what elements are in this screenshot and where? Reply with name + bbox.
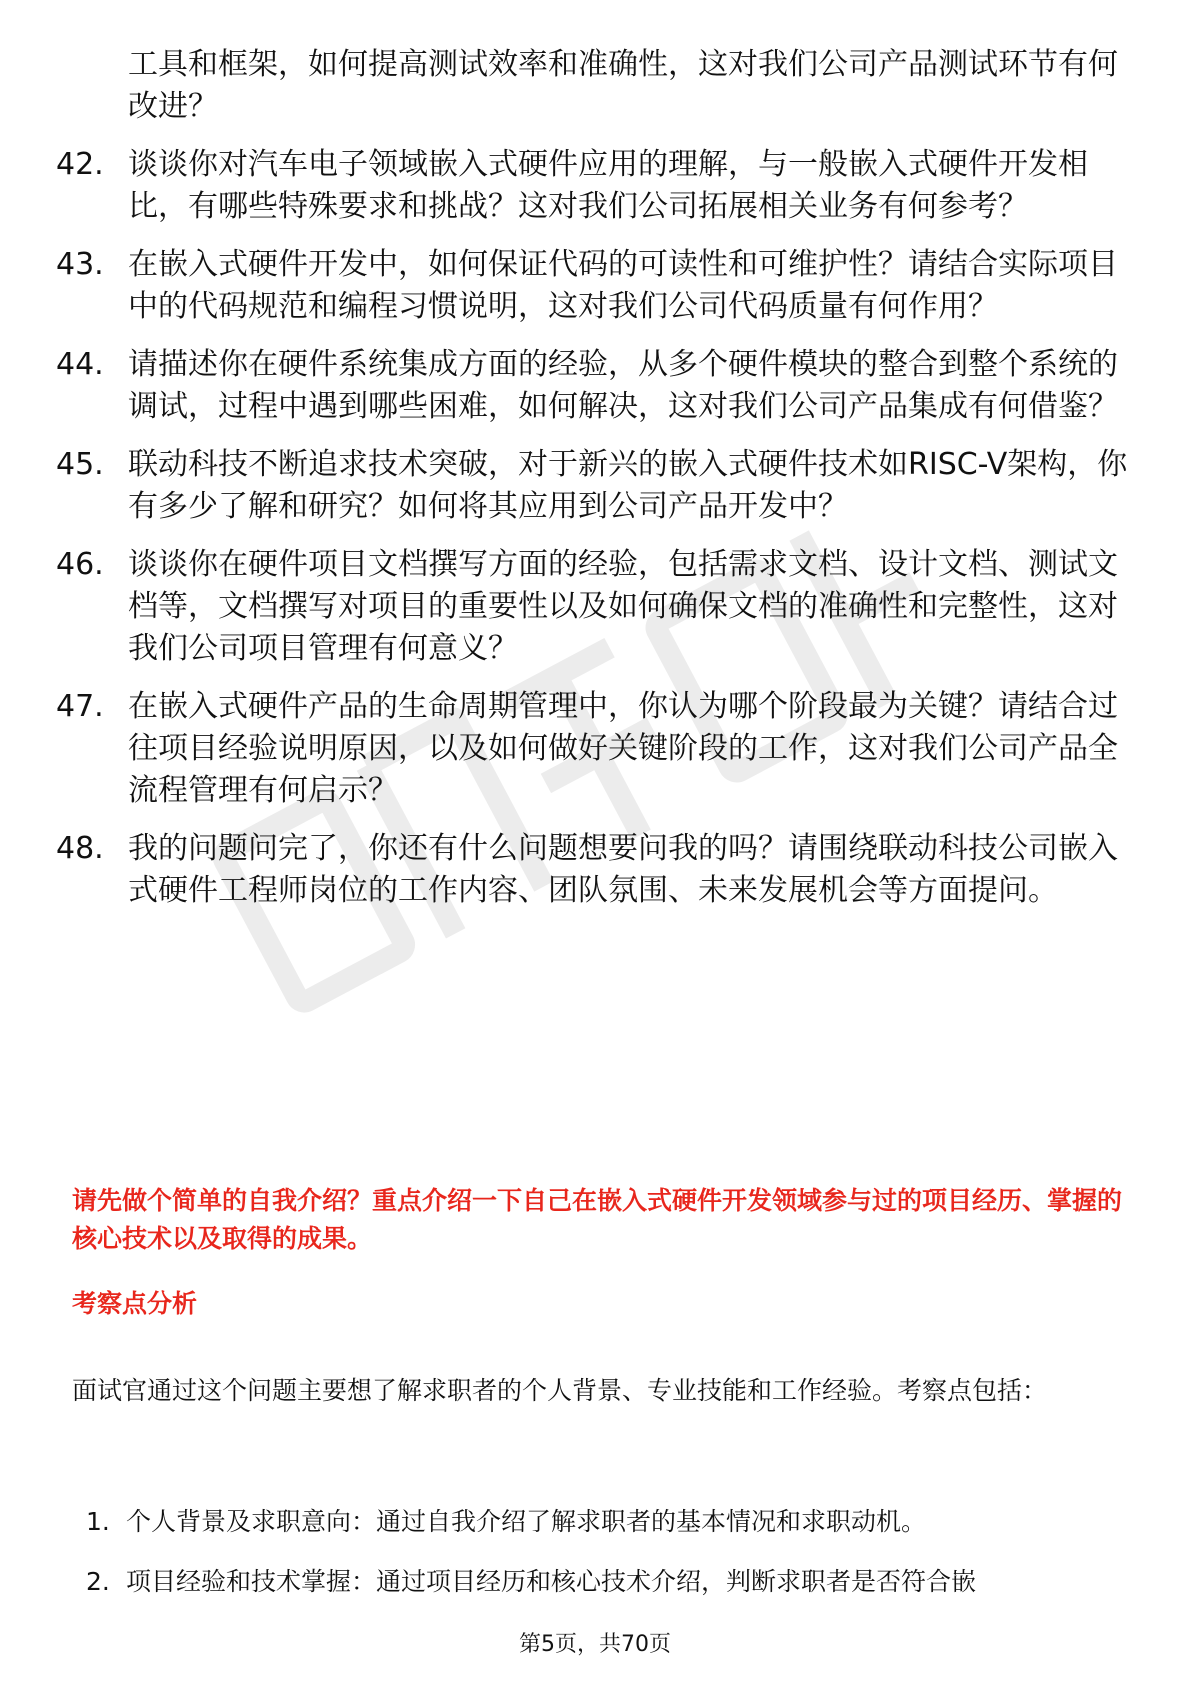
question-item (56, 544, 1136, 670)
question-item (56, 244, 1136, 328)
question-item (56, 686, 1136, 812)
question-text: 联动科技不断追求技术突破，对于新兴的嵌入式硬件技术如RISC-V架构，你有多少了解和研究？如何将其应用到公司产品开发中？ (128, 447, 1128, 524)
question-text: 工具和框架，如何提高测试效率和准确性，这对我们公司产品测试环节有何改进？ (128, 47, 1118, 124)
question-item (56, 828, 1136, 912)
point-text: 个人背景及求职意向：通过自我介绍了解求职者的基本情况和求职动机。 (126, 1507, 927, 1536)
question-text: 谈谈你在硬件项目文档撰写方面的经验，包括需求文档、设计文档、测试文档等，文档撰写对项目的重要性以及如何确保文档的准确性和完整性，这对我们公司项目管理有何意义？ (128, 547, 1118, 666)
question-number: 43. (56, 247, 104, 282)
question-item (56, 344, 1136, 428)
question-number: 47. (56, 689, 104, 724)
question-text: 请描述你在硬件系统集成方面的经验，从多个硬件模块的整合到整个系统的调试，过程中遇到哪些困难，如何解决，这对我们公司产品集成有何借鉴？ (128, 347, 1118, 424)
question-text: 谈谈你对汽车电子领域嵌入式硬件应用的理解，与一般嵌入式硬件开发相比，有哪些特殊要求和挑战？这对我们公司拓展相关业务有何参考？ (128, 147, 1088, 224)
question-item (56, 44, 1136, 128)
question-item (56, 144, 1136, 228)
point-item (86, 1564, 1126, 1600)
points-list (86, 1504, 1126, 1624)
question-number: 46. (56, 547, 104, 582)
section-heading: 考察点分析 (72, 1289, 198, 1318)
question-list (56, 44, 1136, 928)
question-text: 在嵌入式硬件开发中，如何保证代码的可读性和可维护性？请结合实际项目中的代码规范和编程习惯说明，这对我们公司代码质量有何作用？ (128, 247, 1118, 324)
question-number: 42. (56, 147, 104, 182)
point-item (86, 1504, 1126, 1540)
question-number: 45. (56, 447, 104, 482)
point-number: 1. (86, 1507, 110, 1536)
analysis-intro: 面试官通过这个问题主要想了解求职者的个人背景、专业技能和工作经验。考察点包括： (72, 1376, 1048, 1405)
question-text: 我的问题问完了，你还有什么问题想要问我的吗？请围绕联动科技公司嵌入式硬件工程师岗位的工作内容、团队氛围、未来发展机会等方面提问。 (128, 831, 1118, 908)
question-item (56, 444, 1136, 528)
point-number: 2. (86, 1567, 110, 1596)
highlight-question: 请先做个简单的自我介绍？重点介绍一下自己在嵌入式硬件开发领域参与过的项目经历、掌握的核心技术以及取得的成果。 (72, 1186, 1123, 1253)
question-number: 48. (56, 831, 104, 866)
point-text: 项目经验和技术掌握：通过项目经历和核心技术介绍，判断求职者是否符合嵌 (126, 1567, 977, 1596)
page-footer: 第5页，共70页 (519, 1632, 671, 1657)
question-text: 在嵌入式硬件产品的生命周期管理中，你认为哪个阶段最为关键？请结合过往项目经验说明原因，以及如何做好关键阶段的工作，这对我们公司产品全流程管理有何启示？ (128, 689, 1118, 808)
question-number: 44. (56, 347, 104, 382)
